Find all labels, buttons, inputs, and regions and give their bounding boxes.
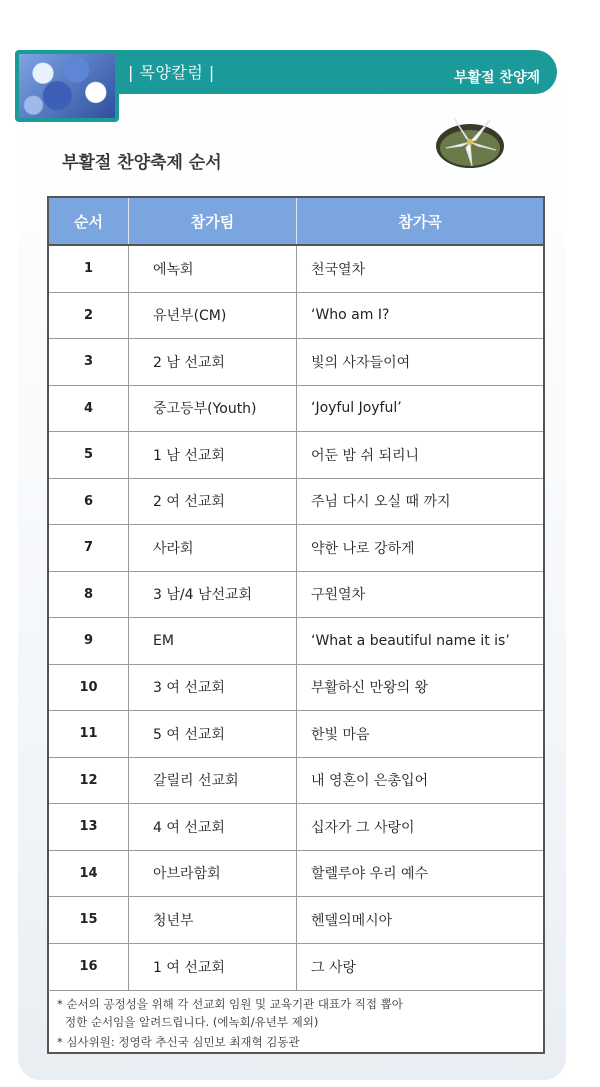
table-row [49, 525, 543, 572]
table-row [49, 711, 543, 758]
table-row [49, 897, 543, 944]
order-cell: 16 [49, 944, 129, 991]
order-cell: 6 [49, 479, 129, 525]
table-row [49, 339, 543, 386]
song-cell: 주님 다시 오실 때 까지 [311, 494, 451, 511]
order-cell: 9 [49, 618, 129, 664]
team-cell: 3 여 선교회 [129, 665, 297, 711]
song-cell: 어둔 밤 쉬 되리니 [311, 447, 420, 464]
order-cell: 15 [49, 897, 129, 943]
song-cell: ‘What a beautiful name it is’ [311, 632, 510, 649]
header-tag: 부활절 찬양제 [453, 70, 540, 86]
table-row [49, 851, 543, 898]
order-cell: 1 [49, 246, 129, 292]
team-cell: 유년부(CM) [129, 293, 297, 339]
order-cell: 5 [49, 432, 129, 478]
order-cell: 4 [49, 386, 129, 432]
team-cell: 4 여 선교회 [129, 804, 297, 850]
page-title: 부활절 찬양축제 순서 [62, 153, 222, 173]
note-line-3: * 심사위원: 정영락 추신국 심민보 최재혁 김동관 [57, 1035, 300, 1049]
order-cell: 14 [49, 851, 129, 897]
song-cell: 천국열차 [311, 261, 366, 278]
song-cell: 그 사랑 [311, 959, 357, 976]
song-cell: 내 영혼이 은총입어 [311, 773, 429, 790]
team-cell: 1 여 선교회 [129, 944, 297, 991]
song-cell: 빛의 사자들이여 [311, 354, 411, 371]
team-cell: 중고등부(Youth) [129, 386, 297, 432]
team-cell: 청년부 [129, 897, 297, 943]
header-song: 참가곡 [398, 212, 442, 231]
song-cell: ‘Joyful Joyful’ [311, 400, 402, 417]
song-cell: 한빛 마음 [311, 726, 370, 743]
team-cell: 사라회 [129, 525, 297, 571]
table-row [49, 758, 543, 805]
header-order: 순서 [49, 198, 129, 244]
team-cell: 3 남/4 남선교회 [129, 572, 297, 618]
column-label: | 목양칼럼 | [128, 63, 215, 82]
song-cell: 십자가 그 사랑이 [311, 819, 415, 836]
order-cell: 8 [49, 572, 129, 618]
hydrangea-photo [15, 50, 119, 122]
order-cell: 11 [49, 711, 129, 757]
notes-box [47, 990, 545, 1054]
table-row [49, 432, 543, 479]
order-cell: 13 [49, 804, 129, 850]
note-line-1: * 순서의 공정성을 위해 각 선교회 임원 및 교육기관 대표가 직접 뽑아 [57, 997, 403, 1011]
team-cell: 아브라함회 [129, 851, 297, 897]
table-row [49, 665, 543, 712]
table-body [49, 246, 543, 990]
song-cell: 구원열차 [311, 587, 366, 604]
order-cell: 7 [49, 525, 129, 571]
team-cell: 갈릴리 선교회 [129, 758, 297, 804]
song-cell: 할렐루야 우리 예수 [311, 866, 429, 883]
team-cell: 에녹회 [129, 246, 297, 292]
song-cell: 부활하신 만왕의 왕 [311, 680, 429, 697]
table-header [49, 198, 543, 246]
order-cell: 12 [49, 758, 129, 804]
table-row [49, 572, 543, 619]
schedule-table [47, 196, 545, 992]
table-row [49, 804, 543, 851]
team-cell: 2 남 선교회 [129, 339, 297, 385]
lily-icon [432, 108, 508, 172]
header-team: 참가팀 [129, 198, 297, 244]
team-cell: EM [129, 618, 297, 664]
table-row [49, 246, 543, 293]
table-row [49, 479, 543, 526]
song-cell: ‘Who am I? [311, 307, 390, 324]
song-cell: 헨델의메시아 [311, 912, 393, 929]
order-cell: 2 [49, 293, 129, 339]
table-row [49, 386, 543, 433]
table-row [49, 293, 543, 340]
table-row [49, 944, 543, 991]
song-cell: 약한 나로 강하게 [311, 540, 415, 557]
team-cell: 5 여 선교회 [129, 711, 297, 757]
team-cell: 2 여 선교회 [129, 479, 297, 525]
team-cell: 1 남 선교회 [129, 432, 297, 478]
order-cell: 10 [49, 665, 129, 711]
order-cell: 3 [49, 339, 129, 385]
note-line-2: 정한 순서임을 알려드립니다. (에녹회/유년부 제외) [65, 1015, 319, 1029]
table-row [49, 618, 543, 665]
